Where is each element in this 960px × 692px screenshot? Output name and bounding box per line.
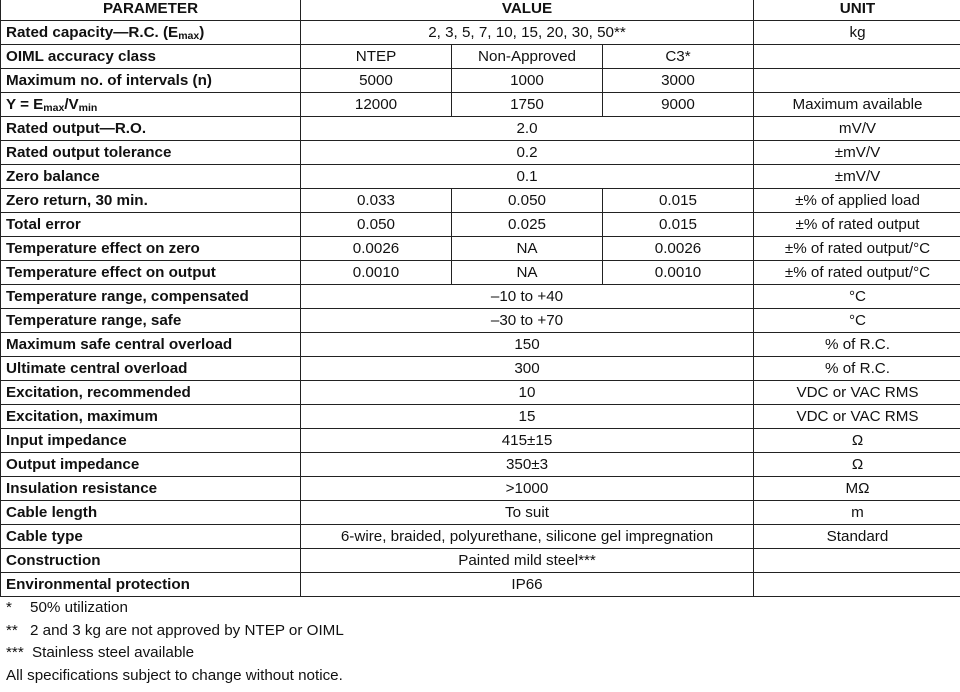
row-value-2: NA [452, 261, 603, 285]
row-unit: VDC or VAC RMS [754, 381, 960, 405]
table-row [1, 69, 960, 93]
table-row [1, 213, 960, 237]
row-value: 2, 3, 5, 7, 10, 15, 20, 30, 50** [301, 21, 754, 45]
table-row [1, 309, 960, 333]
disclaimer: All specifications subject to change without notice. [6, 666, 343, 684]
footnote-mark: ** [6, 621, 18, 639]
row-unit: m [754, 501, 960, 525]
row-value-2: 0.025 [452, 213, 603, 237]
row-value-2: NA [452, 237, 603, 261]
row-unit: °C [754, 285, 960, 309]
table-row [1, 45, 960, 69]
table-row [1, 21, 960, 45]
row-value-3: 0.015 [603, 213, 754, 237]
row-value-3: 9000 [603, 93, 754, 117]
row-unit: ±% of rated output [754, 213, 960, 237]
table-row [1, 405, 960, 429]
row-param: Rated output—R.O. [1, 117, 301, 141]
unit-header: UNIT [754, 0, 960, 21]
header-row [1, 0, 960, 21]
row-value: –10 to +40 [301, 285, 754, 309]
row-param: Temperature range, safe [1, 309, 301, 333]
footnote-3 [6, 642, 344, 665]
table-row [1, 261, 960, 285]
row-unit: ±mV/V [754, 165, 960, 189]
row-param: Construction [1, 549, 301, 573]
row-value-1: 0.050 [301, 213, 452, 237]
row-unit: ±% of rated output/°C [754, 261, 960, 285]
row-unit: % of R.C. [754, 333, 960, 357]
table-row [1, 165, 960, 189]
table-row [1, 573, 960, 597]
row-value-1: 0.0010 [301, 261, 452, 285]
row-value: 150 [301, 333, 754, 357]
row-param: Excitation, recommended [1, 381, 301, 405]
footnote-mark: *** [6, 644, 24, 662]
row-value-1: NTEP [301, 45, 452, 69]
table-row [1, 429, 960, 453]
row-param: Cable length [1, 501, 301, 525]
row-param: Excitation, maximum [1, 405, 301, 429]
row-unit: Ω [754, 453, 960, 477]
row-unit: kg [754, 21, 960, 45]
row-value-3: 0.0010 [603, 261, 754, 285]
footnote-text: 2 and 3 kg are not approved by NTEP or OIML [30, 621, 344, 639]
table-row [1, 549, 960, 573]
row-unit: MΩ [754, 477, 960, 501]
row-value: 2.0 [301, 117, 754, 141]
table-row [1, 525, 960, 549]
row-param: Temperature range, compensated [1, 285, 301, 309]
row-value-2: 1000 [452, 69, 603, 93]
row-unit [754, 45, 960, 69]
table-row [1, 285, 960, 309]
row-unit: Ω [754, 429, 960, 453]
row-param: Rated output tolerance [1, 141, 301, 165]
row-param: Maximum no. of intervals (n) [1, 69, 301, 93]
table-row [1, 501, 960, 525]
footnote-2 [6, 620, 344, 643]
table-row [1, 141, 960, 165]
row-value: >1000 [301, 477, 754, 501]
row-value-3: 3000 [603, 69, 754, 93]
row-value: –30 to +70 [301, 309, 754, 333]
table-row [1, 189, 960, 213]
row-unit: ±% of applied load [754, 189, 960, 213]
row-value: Painted mild steel*** [301, 549, 754, 573]
row-value-3: 0.015 [603, 189, 754, 213]
table-row [1, 381, 960, 405]
row-value: 10 [301, 381, 754, 405]
row-param: Output impedance [1, 453, 301, 477]
row-unit: mV/V [754, 117, 960, 141]
table-row [1, 333, 960, 357]
row-param: Cable type [1, 525, 301, 549]
row-value-1: 5000 [301, 69, 452, 93]
row-value-2: 0.050 [452, 189, 603, 213]
footnote-1 [6, 597, 344, 620]
parameter-header: PARAMETER [1, 0, 301, 21]
row-param: Temperature effect on zero [1, 237, 301, 261]
row-value-3: C3* [603, 45, 754, 69]
row-param: Total error [1, 213, 301, 237]
row-unit: Standard [754, 525, 960, 549]
footnotes [6, 597, 344, 687]
row-value-1: 12000 [301, 93, 452, 117]
row-value-2: Non-Approved [452, 45, 603, 69]
table-row [1, 477, 960, 501]
row-value-1: 0.033 [301, 189, 452, 213]
row-param: OIML accuracy class [1, 45, 301, 69]
value-header: VALUE [301, 0, 754, 21]
row-value: 15 [301, 405, 754, 429]
row-unit: °C [754, 309, 960, 333]
row-param: $Y = E_{max}/V_{min}$ [1, 93, 301, 117]
table-row [1, 117, 960, 141]
row-unit: ±% of rated output/°C [754, 237, 960, 261]
footnote-text: 50% utilization [30, 599, 128, 616]
row-value: 0.1 [301, 165, 754, 189]
footnote-text: Stainless steel available [32, 644, 195, 662]
row-value: 415±15 [301, 429, 754, 453]
row-param: Zero return, 30 min. [1, 189, 301, 213]
table-row [1, 237, 960, 261]
row-unit: Maximum available [754, 93, 960, 117]
row-value: IP66 [301, 573, 754, 597]
row-unit: VDC or VAC RMS [754, 405, 960, 429]
table-row [1, 93, 960, 117]
table-row [1, 357, 960, 381]
row-param: Maximum safe central overload [1, 333, 301, 357]
row-value: To suit [301, 501, 754, 525]
row-param: Temperature effect on output [1, 261, 301, 285]
row-value: 350±3 [301, 453, 754, 477]
row-value: 300 [301, 357, 754, 381]
row-unit: % of R.C. [754, 357, 960, 381]
footnote-mark: * [6, 599, 12, 616]
row-param: Rated capacity—R.C. $(E_{max})$ [1, 21, 301, 45]
row-param: Insulation resistance [1, 477, 301, 501]
row-param: Environmental protection [1, 573, 301, 597]
row-param: Zero balance [1, 165, 301, 189]
row-param: Input impedance [1, 429, 301, 453]
row-unit [754, 549, 960, 573]
row-unit: ±mV/V [754, 141, 960, 165]
row-value: 6-wire, braided, polyurethane, silicone gel impregnation [301, 525, 754, 549]
row-value: 0.2 [301, 141, 754, 165]
row-value-1: 0.0026 [301, 237, 452, 261]
row-value-2: 1750 [452, 93, 603, 117]
row-unit [754, 69, 960, 93]
row-unit [754, 573, 960, 597]
table-row [1, 453, 960, 477]
row-value-3: 0.0026 [603, 237, 754, 261]
row-param: Ultimate central overload [1, 357, 301, 381]
